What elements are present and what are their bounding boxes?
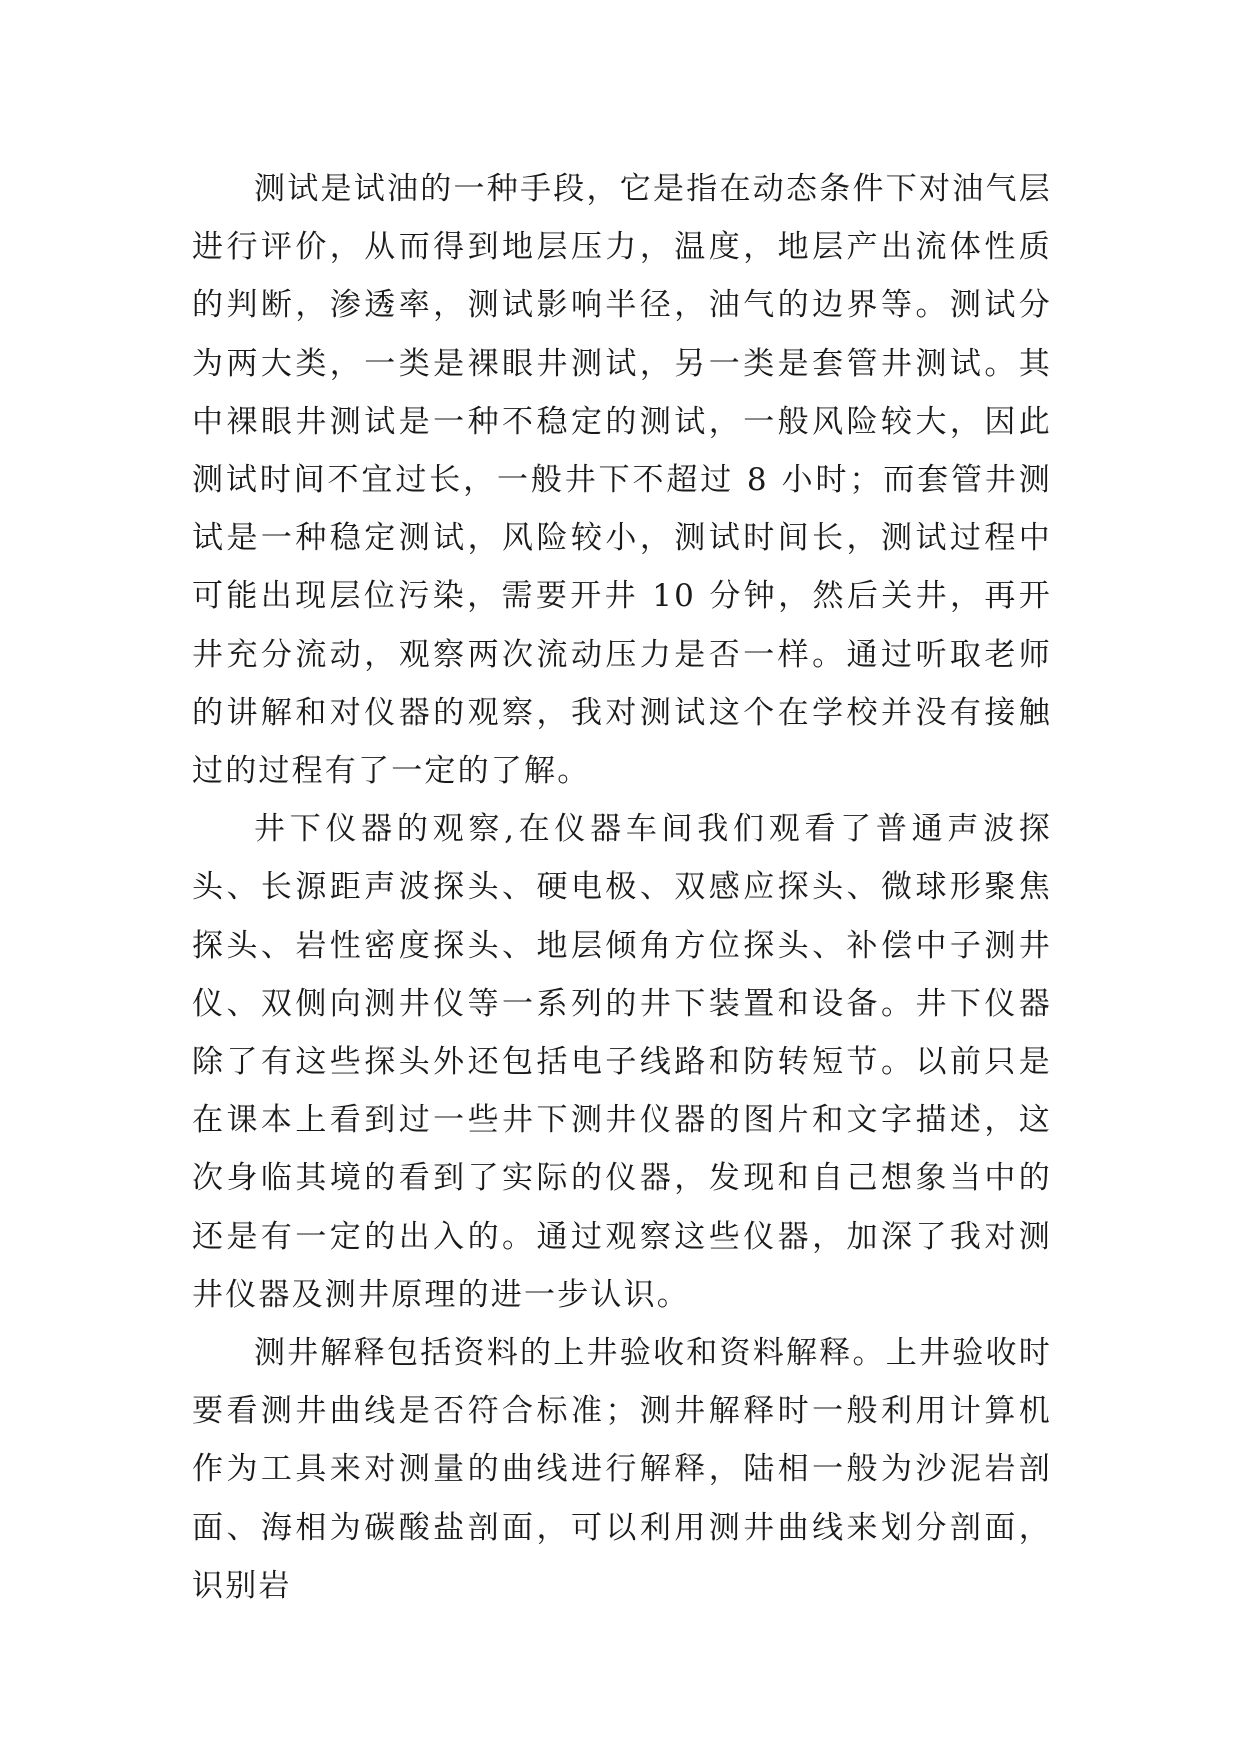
document-body	[192, 160, 1052, 1615]
paragraph-well-testing: 测试是试油的一种手段，它是指在动态条件下对油气层进行评价，从而得到地层压力，温度，地层产出流体性质的判断，渗透率，测试影响半径，油气的边界等。测试分为两大类，一类是裸眼井测试，另一类是套管井测试。其中裸眼井测试是一种不稳定的测试，一般风险较大，因此测试时间不宜过长，一般井下不超过 8 小时；而套管井测试是一种稳定测试，风险较小，测试时间长，测试过程中可能出现层位污染，需要开井 10 分钟，然后关井，再开井充分流动，观察两次流动压力是否一样。通过听取老师的讲解和对仪器的观察，我对测试这个在学校并没有接触过的过程有了一定的了解。	[192, 171, 1052, 790]
paragraph-downhole-instruments: 井下仪器的观察,在仪器车间我们观看了普通声波探头、长源距声波探头、硬电极、双感应探头、微球形聚焦探头、岩性密度探头、地层倾角方位探头、补偿中子测井仪、双侧向测井仪等一系列的井下装置和设备。井下仪器除了有这些探头外还包括电子线路和防转短节。以前只是在课本上看到过一些井下测井仪器的图片和文字描述，这次身临其境的看到了实际的仪器，发现和自己想象当中的还是有一定的出入的。通过观察这些仪器，加深了我对测井仪器及测井原理的进一步认识。	[192, 811, 1052, 1313]
paragraph-log-interpretation: 测井解释包括资料的上井验收和资料解释。上井验收时要看测井曲线是否符合标准；测井解释时一般利用计算机作为工具来对测量的曲线进行解释，陆相一般为沙泥岩剖面、海相为碳酸盐剖面，可以利用测井曲线来划分剖面，识别岩	[192, 1335, 1052, 1604]
